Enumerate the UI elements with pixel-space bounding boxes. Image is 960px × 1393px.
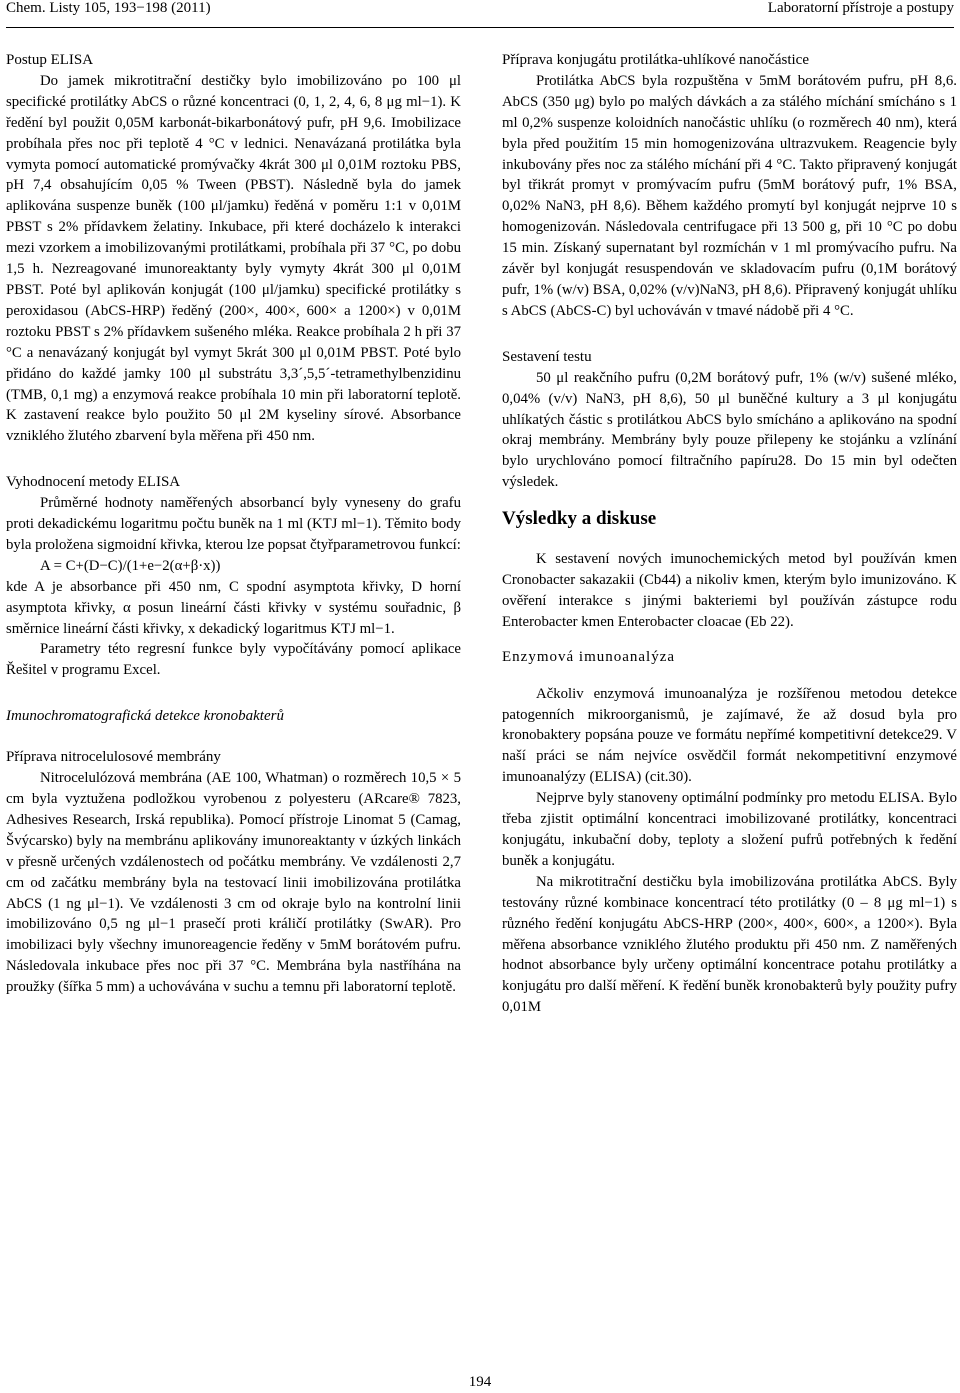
heading-elisa-evaluation: Vyhodnocení metody ELISA [6,474,181,491]
right-column [502,50,957,1018]
heading-enzyme-immunoassay: Enzymová imunoanalýza [502,648,676,665]
heading-conjugate-preparation: Příprava konjugátu protilátka-uhlíkové nanočástice [502,52,809,68]
journal-citation: Chem. Listy 105, 193−198 (2011) [6,0,211,16]
paragraph-elisa-evaluation-1: Průměrné hodnoty naměřených absorbancí byly vyneseny do grafu proti dekadickému logaritmu počtu buněk na 1 ml (KTJ ml−1). Těmito body byla proložena sigmoidní křivka, kterou lze popsat čtyřparametrovou funkcí: [6,495,461,553]
running-header [6,0,954,28]
heading-results-discussion: Výsledky a diskuse [502,508,657,530]
left-column [6,50,461,998]
paragraph-elisa-evaluation-3: Parametry této regresní funkce byly vypočítávány pomocí aplikace Řešitel v programu Excel. [6,641,461,679]
paragraph-conjugate-preparation: Protilátka AbCS byla rozpuštěna v 5mM borátovém pufru, pH 8,6. AbCS (350 μg) bylo po malých dávkách a za stálého míchání smícháno s 1 ml 0,2% suspenze koloidních nanočástic uhlíku (o rozměrech 40 nm), která byla před použitím 15 min homogenizována ultrazvukem. Reagencie byly inkubovány přes noc za stálého míchání při 4 °C. Takto připravený konjugát byl třikrát promyt v promývacím pufru (5mM borátový pufr, 1% BSA, 0,02% NaN3, pH 8,6). Během každého promytí byl konjugát nejprve 10 s homogenizován. Následovala centrifugace při 13 500 g, při 10 °C po dobu 15 min. Získaný supernatant byl rozmíchán v 1 ml promývacího pufru. Na závěr byl konjugát resuspendován ve skladovacím pufru (0,1M borátový pufr, 1% (w/v) BSA, 0,02% (v/v)NaN3, pH 8,6). Připravený konjugát uhlíku s AbCS (AbCS-C) byl uchováván v tmavé nádobě při 4 °C. [502,72,957,319]
heading-test-assembly: Sestavení testu [502,348,592,365]
paragraph-enzyme-2: Nejprve byly stanoveny optimální podmínky pro metodu ELISA. Bylo třeba zjistit optimální koncentraci imobilizované protilátky, koncentraci konjugátu, inkubační doby, teploty a složení pufrů potřebných k ředění buněk a konjugátu. [502,790,957,869]
paragraph-results: K sestavení nových imunochemických metod byl používán kmen Cronobacter sakazakii (Cb44) a nikoliv kmen, kterým bylo imunizováno. K ověření interakce s jinými bakteriemi byl používán zástupce rodu Enterobacter kmen Enterobacter cloacae (Eb 22). [502,551,957,630]
section-title: Laboratorní přístroje a postupy [767,0,954,16]
sigmoid-formula: A = C+(D−C)/(1+e−2(α+β·x)) [40,557,221,574]
heading-elisa-procedure: Postup ELISA [6,52,94,68]
paragraph-elisa-procedure: Do jamek mikrotitrační destičky bylo imobilizováno po 100 μl specifické protilátky AbCS o různé koncentraci (0, 1, 2, 4, 6, 8 μg ml−1). K ředění byl použit 0,05M karbonát-bikarbonátový pufr, pH 9,6. Imobilizace probíhala přes noc při teplotě 4 °C v lednici. Nenavázaná protilátka byla vymyta pomocí automatické promývačky 4krát 300 μl 0,01M roztoku PBS, pH 7,4 obsahujícím 0,05 % Tween (PBST). Následně byla do jamek aplikována suspenze buněk (100 μl/jamku) ředěná v poměru 1:1 v 0,01M PBST s 2% přídavkem želatiny. Inkubace, při které docházelo k interakci mezi vzorkem a imobilizovanými protilátkami, probíhala při 37 °C, po dobu 1,5 h. Nezreagované imunoreaktanty byly vymyty 4krát 300 μl 0,01M PBST. Poté byl aplikován konjugát (100 μl/jamku) specifické protilátky s peroxidasou (AbCS-HRP) ředěný (200×, 400×, 600× a 1200×) v 0,01M roztoku PBST s 2% přídavkem sušeného mléka. Reakce probíhala 2 h při 37 °C a nenavázaný konjugát byl vymyt 5krát 300 μl 0,01M PBST. Poté bylo přidáno do každé jamky 100 μl substrátu 3,3´,5,5´-tetramethylbenzidinu (TMB, 0,1 mg) a enzymová reakce probíhala 10 min při laboratorní teplotě. K zastavení reakce bylo použito 50 μl 2M kyseliny sírové. Absorbance vzniklého žlutého zbarvení byla měřena při 450 nm. [6,72,461,445]
paragraph-nitrocellulose-membrane: Nitrocelulózová membrána (AE 100, Whatman) o rozměrech 10,5 × 5 cm byla vyztužena podložkou vyrobenou z polyesteru (ARcare® 7823, Adhesives Research, Irská republika). Pomocí přístroje Linomat 5 (Camag, Švýcarsko) byly na membránu aplikovány imunoreaktanty v úzkých linkách v přesně určených vzdálenostech od počátku membrány. Ve vzdálenosti 2,7 cm od začátku membrány byla na testovací linii imobilizována protilátka AbCS (1 ng μl−1). Ve vzdálenosti 3 cm od okraje bylo na kontrolní linii imobilizováno 0,5 ng μl−1 prasečí proti králičí protilátky (SwAR). Pro imobilizaci byly všechny imunoreagencie ředěny v 5mM borátovém pufru. Následovala inkubace přes noc při 37 °C. Membrána byla nastříhána na proužky (šířka 5 mm) a uchovávána v suchu a temnu při laboratorní teplotě. [6,770,461,996]
page-number: 194 [468,1374,492,1390]
heading-nitrocellulose-membrane: Příprava nitrocelulosové membrány [6,749,221,766]
paragraph-enzyme-3: Na mikrotitrační destičku byla imobilizována protilátka AbCS. Byly testovány různé kombinace koncentrací této protilátky (0 – 8 μg ml−1) s různého ředění konjugátu AbCS-HRP (200×, 400×, 600×, a 1200×). Byla měřena absorbance vzniklého žlutého produktu při 450 nm. Z naměřených hodnot absorbance byly určeny optimální koncentrace potahu protilátky a konjugátu pro další měření. K ředění buněk kronobakterů byly použity pufry 0,01M [502,873,957,1016]
paragraph-test-assembly: 50 μl reakčního pufru (0,2M borátový pufr, 1% (w/v) sušené mléko, 0,04% (v/v) NaN3, pH 8,6), 50 μl buněčné kultury a 3 μl konjugátu uhlíkatých částic s protilátkou AbCS bylo smícháno a aplikováno na spodní okraj membrány. Membrány byly pouze přilepeny ke stojánku a vzlínání bylo urychlováno pomocí filtračního papíru28. Do 15 min byl odečten výsledek. [502,369,957,491]
paragraph-enzyme-1: Ačkoliv enzymová imunoanalýza je rozšířenou metodou detekce patogenních mikroorganismů, je zajímavé, že až dosud byla pro kronobaktery popsána pouze ve formátu nepřímé kompetitivní detekce29. V naší práci se nám nejvíce osvědčil formát nekompetitivní enzymové imunoanalýzy (ELISA) (cit.30). [502,685,957,786]
paragraph-elisa-evaluation-2: kde A je absorbance při 450 nm, C spodní asymptota křivky, D horní asymptota křivky, α posun lineární části křivky v systému souřadnic, β směrnice lineární části křivky, x dekadický logaritmus KTJ ml−1. [6,578,461,637]
heading-immunochromatography: Imunochromatografická detekce kronobakterů [6,708,284,725]
